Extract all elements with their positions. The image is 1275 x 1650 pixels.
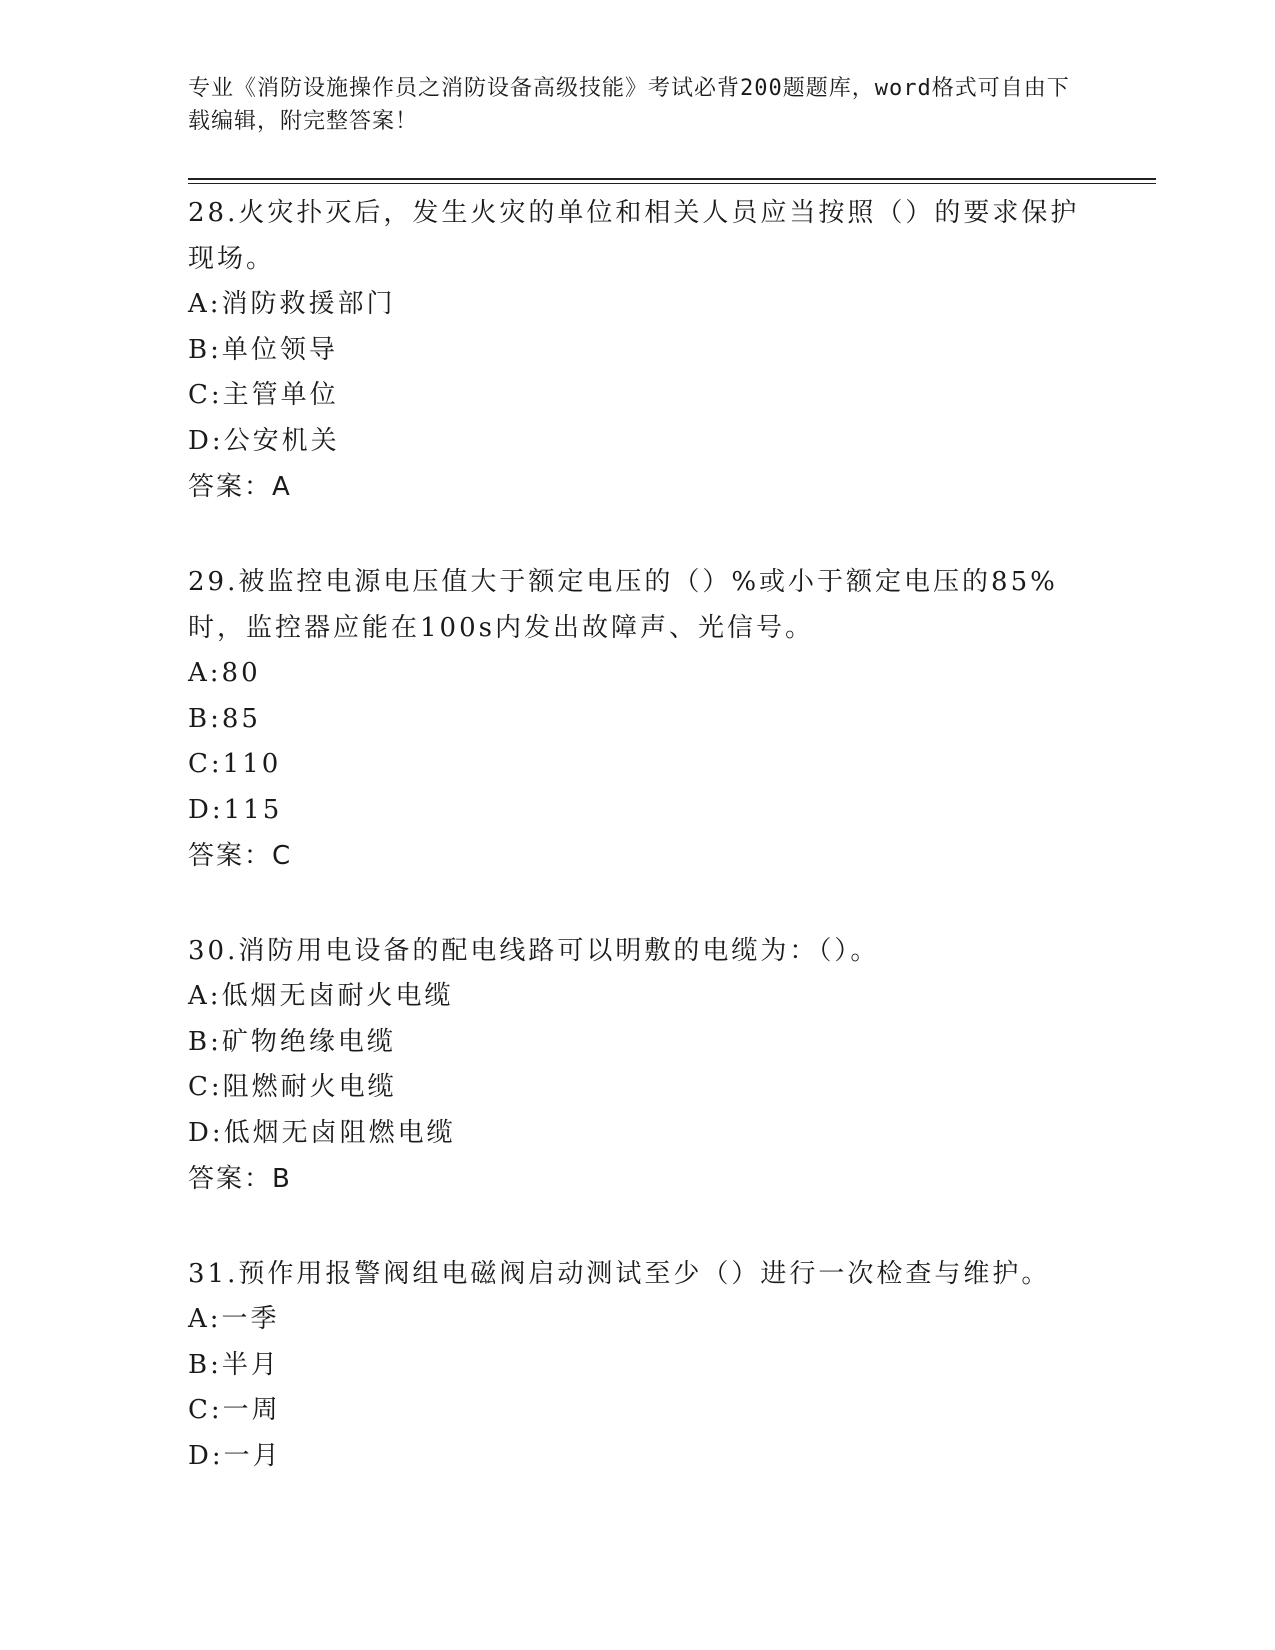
question-29 bbox=[188, 559, 1108, 879]
option-d: D:低烟无卤阻燃电缆 bbox=[188, 1117, 456, 1148]
question-text: 31.预作用报警阀组电磁阀启动测试至少（）进行一次检查与维护。 bbox=[188, 1259, 1051, 1289]
option-b: B:矿物绝缘电缆 bbox=[188, 1026, 396, 1057]
answer: 答案：B bbox=[188, 1164, 292, 1194]
document-header: 专业《消防设施操作员之消防设备高级技能》考试必背200题题库，word格式可自由下载编辑，附完整答案！ bbox=[188, 76, 1070, 134]
question-28 bbox=[188, 190, 1108, 510]
question-list bbox=[188, 190, 1108, 1528]
option-c: C:主管单位 bbox=[188, 380, 339, 410]
question-text: 29.被监控电源电压值大于额定电压的（）%或小于额定电压的85%时，监控器应能在100s内发出故障声、光信号。 bbox=[188, 567, 1058, 643]
option-a: A:消防救援部门 bbox=[188, 289, 396, 319]
header-divider-thin bbox=[188, 183, 1156, 184]
option-d: D:一月 bbox=[188, 1440, 282, 1471]
option-b: B:半月 bbox=[188, 1349, 280, 1380]
option-c: C:阻燃耐火电缆 bbox=[188, 1072, 397, 1102]
header-divider-thick bbox=[188, 178, 1156, 180]
question-30 bbox=[188, 928, 1108, 1202]
option-d: D:公安机关 bbox=[188, 425, 340, 456]
option-d: D:115 bbox=[188, 794, 283, 825]
option-c: C:110 bbox=[188, 749, 282, 779]
option-a: A:80 bbox=[188, 658, 261, 688]
answer: 答案：A bbox=[188, 472, 292, 502]
question-31 bbox=[188, 1251, 1108, 1479]
question-text: 28.火灾扑灭后，发生火灾的单位和相关人员应当按照（）的要求保护现场。 bbox=[188, 198, 1080, 274]
option-a: A:一季 bbox=[188, 1304, 280, 1334]
answer: 答案：C bbox=[188, 841, 293, 871]
option-a: A:低烟无卤耐火电缆 bbox=[188, 981, 454, 1011]
option-c: C:一周 bbox=[188, 1395, 281, 1425]
option-b: B:85 bbox=[188, 703, 261, 734]
option-b: B:单位领导 bbox=[188, 334, 338, 365]
question-text: 30.消防用电设备的配电线路可以明敷的电缆为：（）。 bbox=[188, 936, 880, 966]
